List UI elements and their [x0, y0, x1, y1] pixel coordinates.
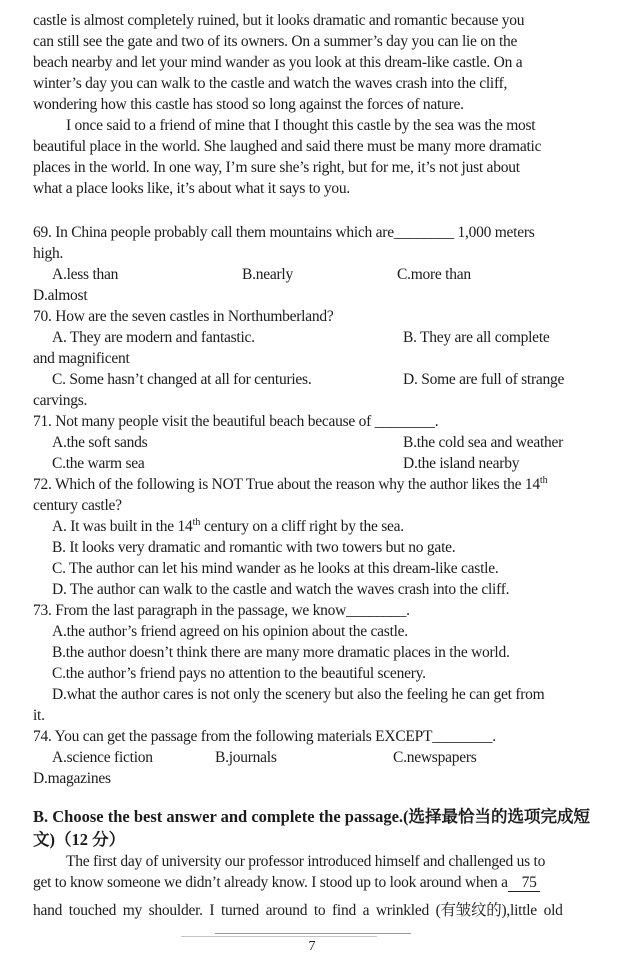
question-70-option-d-continued: carvings. — [33, 392, 88, 409]
question-71-option-c: C.the warm sea — [52, 455, 145, 472]
question-70-option-b: B. They are all complete — [403, 329, 550, 346]
question-72-stem — [33, 474, 591, 495]
passage-line: hand touched my shoulder. I turned around to find a wrinkled (有皱纹的),little old — [33, 902, 563, 919]
question-71 — [33, 411, 591, 474]
question-74-stem: 74. You can get the passage from the following materials EXCEPT________. — [33, 728, 496, 745]
question-71-options-row-ab — [33, 432, 591, 453]
section-b-heading-line-1: B. Choose the best answer and complete the passage.(选择最恰当的选项完成短 — [33, 807, 591, 826]
passage-line: what a place looks like, it’s about what it says to you. — [33, 180, 351, 197]
question-71-stem: 71. Not many people visit the beautiful beach because of ________. — [33, 413, 439, 430]
passage-line: wondering how this castle has stood so long against the forces of nature. — [33, 96, 464, 113]
question-70-option-c: C. Some hasn’t changed at all for centuries. — [52, 371, 312, 388]
question-74-option-b: B.journals — [215, 749, 277, 766]
section-gap — [33, 789, 591, 805]
question-74 — [33, 726, 591, 789]
question-69-option-a: A.less than — [52, 266, 119, 283]
question-69-options-row — [33, 264, 591, 285]
passage-line: winter’s day you can walk to the castle and watch the waves crash into the cliff, — [33, 75, 508, 92]
question-74-option-c: C.newspapers — [393, 749, 477, 766]
question-74-options-row — [33, 747, 591, 768]
question-74-option-d: D.magazines — [33, 770, 111, 787]
question-72 — [33, 474, 591, 600]
question-72-option-c: C. The author can let his mind wander as he looks at this dream-like castle. — [52, 560, 499, 577]
page-content — [33, 10, 591, 921]
question-70-stem: 70. How are the seven castles in Northumberland? — [33, 308, 334, 325]
question-72-option-a — [33, 516, 591, 537]
question-73-option-d: D.what the author cares is not only the scenery but also the feeling he can get from — [52, 686, 545, 703]
section-b-passage — [33, 851, 591, 921]
question-70-option-b-continued: and magnificent — [33, 350, 130, 367]
question-70 — [33, 306, 591, 411]
question-72-stem-text: 72. Which of the following is NOT True about the reason why the author likes the 14 — [33, 476, 540, 493]
question-72-option-a-text: A. It was built in the 14 — [52, 518, 193, 535]
section-b-heading — [33, 805, 591, 851]
question-74-option-a: A.science fiction — [52, 749, 153, 766]
question-70-options-row-cd — [33, 369, 591, 390]
page-number: 7 — [308, 939, 316, 954]
footer-divider-shadow — [181, 936, 377, 937]
passage-line: places in the world. In one way, I’m sure she’s right, but for me, it’s not just about — [33, 159, 520, 176]
ordinal-superscript: th — [539, 474, 548, 486]
reading-passage-paragraph-2 — [33, 115, 591, 199]
cloze-blank-75: 75 — [508, 874, 540, 892]
question-72-option-d: D. The author can walk to the castle and watch the waves crash into the cliff. — [52, 581, 510, 598]
question-69-option-b: B.nearly — [242, 266, 293, 283]
ordinal-superscript: th — [192, 516, 201, 528]
question-71-option-b: B.the cold sea and weather — [403, 434, 564, 451]
scan-gap — [33, 893, 591, 900]
section-gap — [33, 199, 591, 222]
question-71-options-row-cd — [33, 453, 591, 474]
passage-line: beautiful place in the world. She laughed and said there must be many more dramatic — [33, 138, 542, 155]
question-72-option-a-text-end: century on a cliff right by the sea. — [200, 518, 404, 535]
passage-line: can still see the gate and two of its owners. On a summer’s day you can lie on the — [33, 33, 518, 50]
question-69-stem-continued: high. — [33, 245, 64, 262]
question-73-option-a: A.the author’s friend agreed on his opinion about the castle. — [52, 623, 408, 640]
passage-line-with-blank — [33, 872, 591, 893]
passage-line: I once said to a friend of mine that I thought this castle by the sea was the most — [66, 117, 536, 134]
question-70-option-d: D. Some are full of strange — [403, 371, 565, 388]
question-73-option-d-continued: it. — [33, 707, 45, 724]
question-73-option-b: B.the author doesn’t think there are many more dramatic places in the world. — [52, 644, 510, 661]
passage-line: beach nearby and let your mind wander as you look at this dream-like castle. On a — [33, 54, 523, 71]
question-70-option-a: A. They are modern and fantastic. — [52, 329, 255, 346]
section-b-heading-line-2: 文)（12 分） — [33, 830, 126, 849]
question-70-options-row-ab — [33, 327, 591, 348]
question-73 — [33, 600, 591, 726]
question-73-option-c: C.the author’s friend pays no attention to the beautiful scenery. — [52, 665, 426, 682]
question-73-stem: 73. From the last paragraph in the passage, we know________. — [33, 602, 410, 619]
question-72-stem-continued: century castle? — [33, 497, 122, 514]
question-69-option-c: C.more than — [397, 266, 471, 283]
question-71-option-a: A.the soft sands — [52, 434, 148, 451]
passage-line: castle is almost completely ruined, but it looks dramatic and romantic because you — [33, 12, 525, 29]
passage-text: get to know someone we didn’t already know. I stood up to look around when a — [33, 874, 508, 891]
passage-line: The first day of university our professor introduced himself and challenged us to — [66, 853, 546, 870]
question-69-stem: 69. In China people probably call them mountains which are________ 1,000 meters — [33, 224, 535, 241]
question-69 — [33, 222, 591, 306]
reading-passage-paragraph-1 — [33, 10, 591, 115]
question-71-option-d: D.the island nearby — [403, 455, 520, 472]
question-69-option-d: D.almost — [33, 287, 88, 304]
footer-divider — [215, 933, 411, 934]
question-72-option-b: B. It looks very dramatic and romantic with two towers but no gate. — [52, 539, 456, 556]
